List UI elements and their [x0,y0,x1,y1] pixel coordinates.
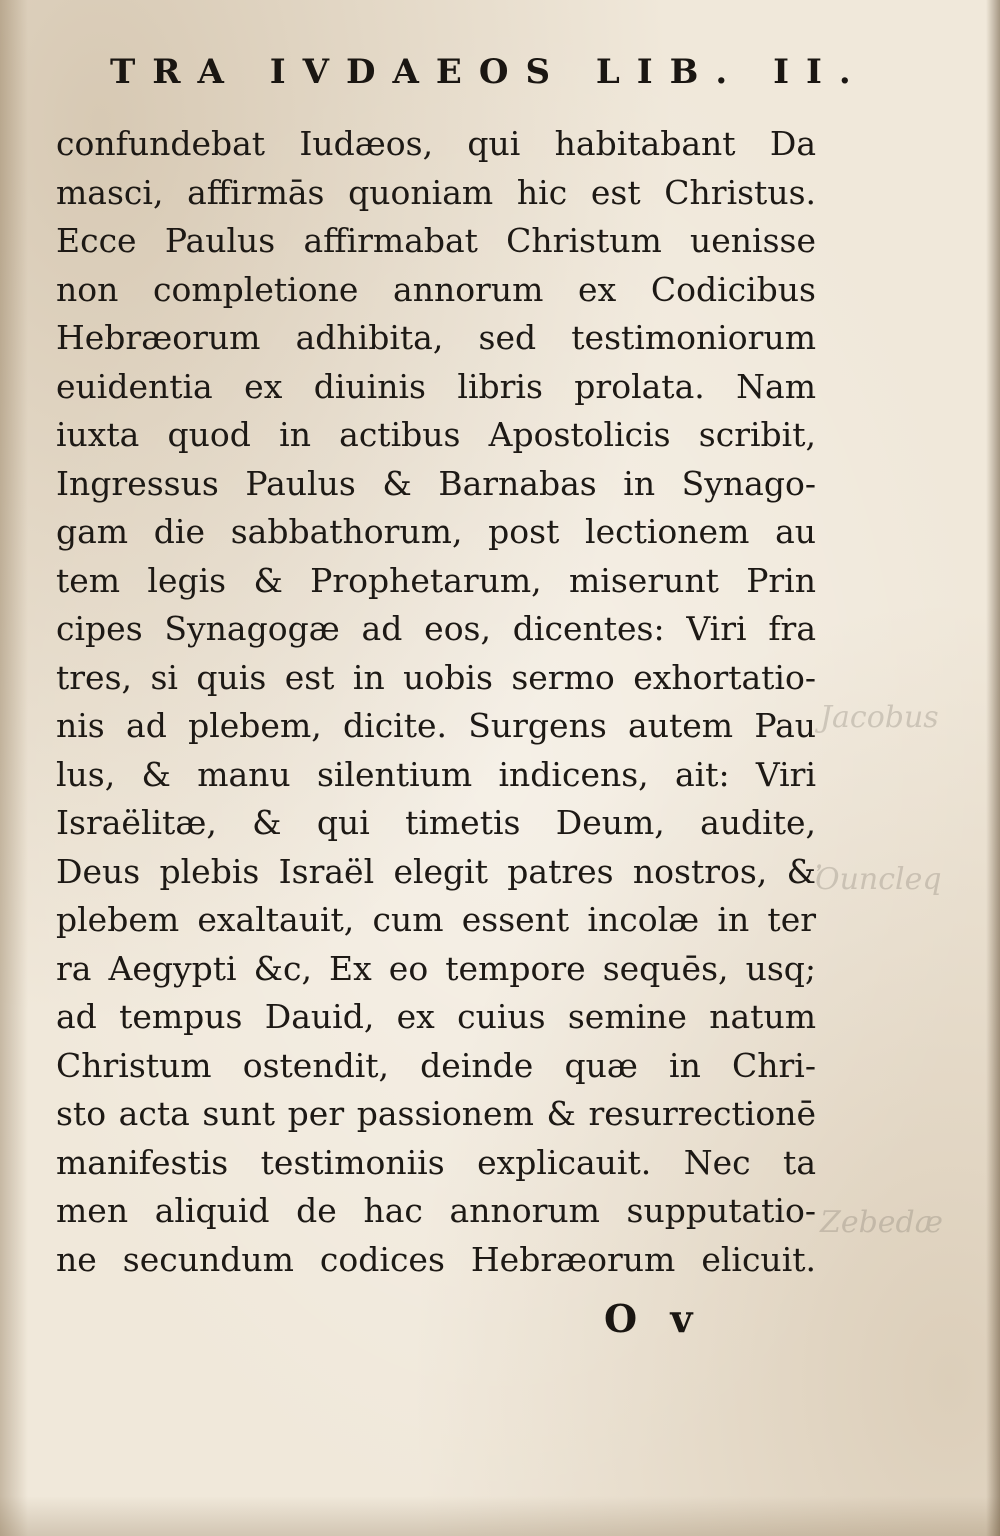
text-line: euidentia ex diuinis libris prolata. Nam [56,366,816,406]
text-line: masci, affirmās quoniam hic est Christus. [56,172,816,212]
text-line: Hebræorum adhibita, sed testimoniorum [56,318,816,357]
text-line: ra Aegypti &c, Ex eo tempore sequēs, usq; [56,948,816,988]
text-line: iuxta quod in actibus Apostolicis scribit, [56,415,816,454]
text-line: cipes Synagogæ ad eos, dicentes: Viri fra [56,609,816,648]
page-edge-shadow-right [986,0,1000,1536]
text-line: confundebat Iudæos, qui habitabant Da [56,124,816,163]
signature-mark: O v [604,1296,703,1341]
text-line: Ecce Paulus affirmabat Christum uenisse [56,221,816,260]
text-line: ad tempus Dauid, ex cuius semine natum [56,997,816,1036]
text-line: Deus plebis Israël elegit patres nostros, & [56,851,816,891]
text-line: ne secundum codices Hebræorum elicuit. [56,1239,816,1279]
bleed-through-mark: Zebedæ [820,1205,943,1240]
bleed-through-mark: Ὀuncleq [815,862,942,897]
text-line: Christum ostendit, deinde quæ in Chri- [56,1045,816,1085]
text-line: gam die sabbathorum, post lectionem au [56,512,816,551]
text-line: nis ad plebem, dicite. Surgens autem Pau [56,706,816,745]
text-line: tem legis & Prophetarum, miserunt Prin [56,560,816,600]
text-line: sto acta sunt per passionem & resurrectionē [56,1094,816,1133]
text-line: non completione annorum ex Codicibus [56,269,816,309]
text-line: tres, si quis est in uobis sermo exhortatio- [56,657,816,697]
text-line: Israëlitæ, & qui timetis Deum, audite, [56,803,816,842]
text-line: manifestis testimoniis explicauit. Nec ta [56,1142,816,1182]
bleed-through-mark: Jacobus [820,700,939,735]
text-line: Ingressus Paulus & Barnabas in Synago- [56,463,816,503]
text-line: plebem exaltauit, cum essent incolæ in ter [56,900,816,939]
body-text [56,120,816,1284]
running-header: TRA IVDAEOS LIB. II. [110,52,868,92]
page-edge-shadow-left [0,0,28,1536]
text-line: lus, & manu silentium indicens, ait: Viri [56,754,816,794]
text-line: men aliquid de hac annorum supputatio- [56,1191,816,1230]
page-edge-shadow-bottom [0,1496,1000,1536]
